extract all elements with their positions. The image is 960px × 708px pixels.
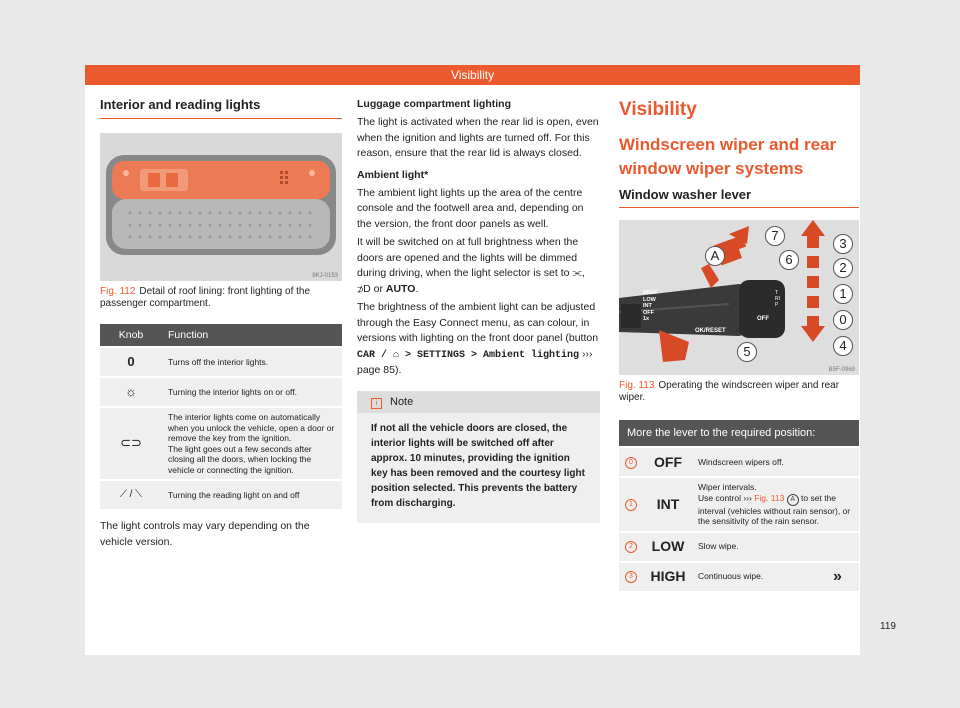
lever-label: OFF	[643, 309, 654, 316]
chapter-subtitle: Windscreen wiper and rear window wiper systems	[619, 135, 837, 178]
info-icon: i	[371, 398, 382, 409]
door-contact-icon: ⊂⊃	[100, 408, 162, 479]
ambient-light-text: The ambient light lights up the area of the centre console and the footwell area and, depending on the version, the front door panels as well.	[357, 186, 584, 230]
table-row	[619, 448, 859, 476]
label-a: A	[705, 246, 725, 266]
lever-label: INT	[643, 303, 652, 309]
lever-position-labels	[643, 290, 657, 323]
reading-light-icon: ⟋ / ⟍	[100, 481, 162, 509]
position-number	[619, 478, 643, 531]
label-6: 6	[779, 250, 799, 270]
luggage-lighting-title: Luggage compartment lighting	[357, 98, 511, 110]
interval-title: Wiper intervals.	[698, 482, 757, 492]
lever-label: HIGH	[643, 290, 657, 296]
lever-label: LOW	[643, 296, 656, 303]
light-selector-icons: ⫘, ⊅D	[357, 267, 585, 295]
off-label: OFF	[757, 316, 769, 322]
figure-wiper-lever	[619, 220, 859, 375]
int-icon: INT	[643, 478, 693, 531]
table-header-row	[100, 324, 342, 346]
trip-label: TRIP	[775, 290, 780, 308]
figure-caption-text: Operating the windscreen wiper and rear wiper.	[619, 380, 840, 403]
note-header	[357, 391, 600, 413]
table-row	[100, 378, 342, 406]
ambient-brightness-text	[357, 300, 600, 379]
table-row	[100, 408, 342, 479]
figure-caption	[619, 380, 859, 404]
table-header-knob: Knob	[100, 324, 162, 346]
position-circle: 3	[625, 571, 637, 583]
luggage-lighting-text: The light is activated when the rear lid is open, even when the ignition and lights are turned off. For this reason, ensure that the rear lid is always closed.	[357, 116, 599, 159]
page-reference: ››› page 85).	[357, 347, 593, 376]
table-header-function: Function	[162, 324, 342, 346]
okreset-label: OK/RESET	[695, 328, 726, 334]
page-number: 119	[880, 621, 896, 632]
label-0: 0	[833, 310, 853, 330]
figure-code: B5F-0969	[828, 367, 855, 373]
figure-number: Fig. 113	[619, 380, 655, 391]
label-2: 2	[833, 258, 853, 278]
label-7: 7	[765, 226, 785, 246]
ambient-light-title: Ambient light*	[357, 168, 429, 181]
column-luggage-ambient	[357, 97, 600, 523]
section-heading: Interior and reading lights	[100, 97, 342, 119]
figure-roof-lining	[100, 133, 342, 281]
position-number	[619, 448, 643, 476]
position-circle: 2	[625, 541, 637, 553]
high-icon: HIGH	[643, 563, 693, 591]
label-4: 4	[833, 336, 853, 356]
chapter-title: Visibility	[619, 99, 697, 120]
label-5: 5	[737, 342, 757, 362]
figure-caption-text: Detail of roof lining: front lighting of the passenger compartment.	[100, 286, 311, 309]
position-number	[619, 533, 643, 561]
column-wipers	[619, 97, 859, 593]
menu-path: CAR / ⌂ > SETTINGS > Ambient lighting	[357, 349, 580, 361]
figure-code: 8KJ-0153	[312, 273, 338, 279]
zero-icon: 0	[100, 348, 162, 376]
table-cell-function: Turning the reading light on and off	[162, 481, 342, 509]
lever-label: 1x	[643, 316, 650, 322]
switch-or: or	[370, 282, 386, 295]
auto-label: AUTO	[385, 282, 416, 295]
table-cell-text	[693, 478, 859, 531]
table-row	[619, 533, 859, 561]
table-row	[100, 348, 342, 376]
interval-text: Use control ›››	[698, 492, 755, 503]
figure-number: Fig. 112	[100, 286, 136, 297]
control-a-circle: A	[787, 494, 799, 506]
table-cell-text: Slow wipe.	[693, 533, 859, 561]
table-header: More the lever to the required position:	[619, 420, 859, 446]
table-cell-function: Turns off the interior lights.	[162, 348, 342, 376]
table-cell-text: Windscreen wipers off.	[693, 448, 859, 476]
off-icon: OFF	[643, 448, 693, 476]
switch-text: It will be switched on at full brightness when the doors are opened and the lights will be dimmed during driving, when the light selector is set to	[357, 236, 579, 279]
brightness-text: The brightness of the ambient light can be adjusted through the Easy Connect menu, as can colour, in versions with lighting on the front door panel (button	[357, 301, 599, 344]
table-row	[619, 478, 859, 531]
table-row	[100, 481, 342, 509]
label-3: 3	[833, 234, 853, 254]
column-interior-lights	[100, 97, 342, 553]
light-controls-note: The light controls may vary depending on the vehicle version.	[100, 520, 310, 548]
interval-text-end: to set the interval (vehicles without rain sensor), or the sensitivity of the rain sensor.	[698, 492, 851, 526]
knob-function-table	[100, 322, 342, 511]
switch-end: .	[415, 282, 419, 295]
ambient-switch-text	[357, 235, 600, 297]
continue-mark: »	[833, 568, 842, 585]
position-circle: 1	[625, 499, 637, 511]
table-row	[619, 563, 859, 591]
running-header: Visibility	[85, 65, 860, 85]
roof-lining-illustration	[100, 133, 342, 281]
note-text: If not all the vehicle doors are closed, the interior lights will be switched off after approx. 10 minutes, providing the ignition key has been removed and the courtesy light position selected. This prevents the battery from discharging.	[371, 422, 585, 509]
table-cell-text: Continuous wipe.	[693, 563, 859, 591]
interior-light-icon: ☼	[100, 378, 162, 406]
figure-reference: Fig. 113	[754, 492, 785, 503]
table-cell-function: Turning the interior lights on or off.	[162, 378, 342, 406]
position-circle: 0	[625, 457, 637, 469]
figure-caption	[100, 286, 342, 310]
low-icon: LOW	[643, 533, 693, 561]
section-heading: Window washer lever	[619, 187, 859, 208]
position-number	[619, 563, 643, 591]
note-label: Note	[390, 395, 414, 408]
table-cell-function: The interior lights come on automatically when you unlock the vehicle, open a door or remove the key from the ignition. The light goes out a few seconds after closing all the doors, when locking the vehicle or connecting the ignition.	[162, 408, 342, 479]
wiper-position-table	[619, 418, 859, 593]
table-header-row	[619, 420, 859, 446]
note-box	[357, 391, 600, 523]
label-1: 1	[833, 284, 853, 304]
